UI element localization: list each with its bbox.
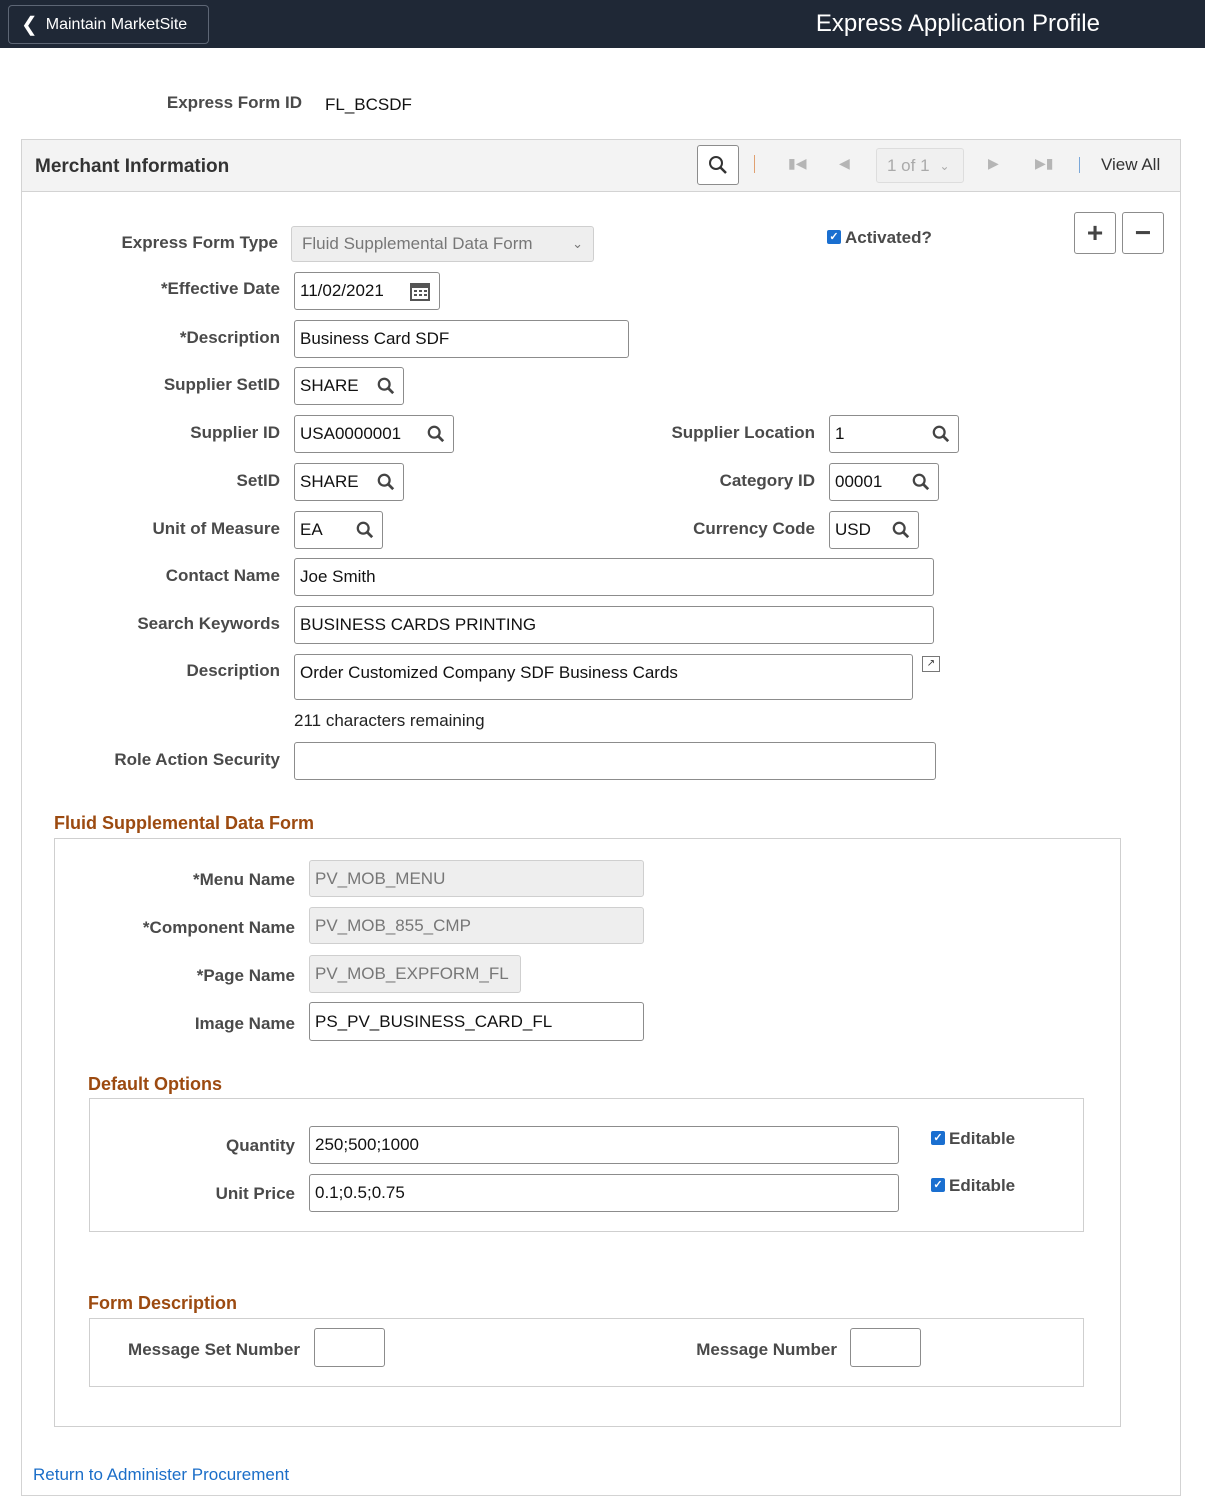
currency-input[interactable]: USD bbox=[829, 511, 919, 549]
back-button[interactable]: ❮ Maintain MarketSite bbox=[8, 5, 209, 44]
description-input[interactable]: Business Card SDF bbox=[294, 320, 629, 358]
long-description-textarea[interactable]: Order Customized Company SDF Business Cards bbox=[294, 654, 913, 700]
quantity-editable-checkbox[interactable]: ✓ bbox=[931, 1131, 945, 1145]
plus-icon: + bbox=[1086, 217, 1104, 248]
message-number-input[interactable] bbox=[850, 1328, 921, 1367]
form-id-label: Express Form ID bbox=[166, 93, 302, 112]
merchant-title: Merchant Information bbox=[35, 156, 230, 177]
chevron-down-icon: ⌄ bbox=[572, 236, 583, 251]
unit-price-label: Unit Price bbox=[215, 1184, 295, 1203]
category-id-input[interactable]: 00001 bbox=[829, 463, 939, 501]
form-id-value: FL_BCSDF bbox=[325, 95, 412, 114]
supplier-id-input[interactable]: USA0000001 bbox=[294, 415, 454, 453]
activated-label: Activated? bbox=[845, 228, 932, 247]
description-label: *Description bbox=[179, 328, 280, 347]
menu-name-input: PV_MOB_MENU bbox=[309, 860, 644, 897]
add-row-button[interactable] bbox=[1074, 212, 1116, 254]
quantity-input[interactable]: 250;500;1000 bbox=[309, 1126, 899, 1164]
effective-date-input[interactable]: 11/02/2021 bbox=[294, 272, 440, 310]
minus-icon: − bbox=[1134, 217, 1152, 248]
supplier-setid-label: Supplier SetID bbox=[163, 375, 280, 394]
search-icon[interactable] bbox=[356, 521, 374, 539]
unit-price-editable-checkbox[interactable]: ✓ bbox=[931, 1178, 945, 1192]
chars-remaining: 211 characters remaining bbox=[294, 711, 485, 730]
search-icon[interactable] bbox=[912, 473, 930, 491]
long-description-label: Description bbox=[186, 661, 280, 680]
find-button[interactable] bbox=[697, 145, 739, 185]
category-id-label: Category ID bbox=[719, 471, 815, 490]
image-name-label: Image Name bbox=[194, 1014, 295, 1033]
activated-checkbox[interactable]: ✓ bbox=[827, 230, 841, 244]
prev-icon[interactable]: ◀ bbox=[839, 155, 850, 171]
component-name-input: PV_MOB_855_CMP bbox=[309, 907, 644, 944]
expand-icon[interactable]: ↗ bbox=[922, 656, 940, 672]
message-set-input[interactable] bbox=[314, 1328, 385, 1367]
message-number-label: Message Number bbox=[696, 1340, 837, 1359]
keywords-label: Search Keywords bbox=[137, 614, 280, 633]
calendar-icon[interactable] bbox=[409, 280, 431, 302]
search-icon[interactable] bbox=[377, 377, 395, 395]
setid-input[interactable]: SHARE bbox=[294, 463, 404, 501]
image-name-input[interactable]: PS_PV_BUSINESS_CARD_FL bbox=[309, 1002, 644, 1041]
keywords-input[interactable]: BUSINESS CARDS PRINTING bbox=[294, 606, 934, 644]
first-icon[interactable]: ▮◀ bbox=[788, 155, 807, 171]
page-name-label: *Page Name bbox=[196, 966, 295, 985]
supplier-location-input[interactable]: 1 bbox=[829, 415, 959, 453]
uom-label: Unit of Measure bbox=[152, 519, 280, 538]
unit-price-editable-label: Editable bbox=[949, 1176, 1016, 1195]
row-select[interactable]: 1 of 1 ⌄ bbox=[876, 148, 964, 183]
form-description-title: Form Description bbox=[88, 1293, 238, 1313]
search-icon[interactable] bbox=[377, 473, 395, 491]
chevron-left-icon: ❮ bbox=[21, 14, 38, 36]
search-icon[interactable] bbox=[932, 425, 950, 443]
contact-label: Contact Name bbox=[165, 566, 280, 585]
setid-label: SetID bbox=[236, 471, 280, 490]
return-link[interactable]: Return to Administer Procurement bbox=[33, 1465, 290, 1484]
contact-input[interactable]: Joe Smith bbox=[294, 558, 934, 596]
default-options-title: Default Options bbox=[88, 1074, 222, 1094]
unit-price-input[interactable]: 0.1;0.5;0.75 bbox=[309, 1174, 899, 1212]
message-set-label: Message Set Number bbox=[128, 1340, 300, 1359]
form-type-select[interactable]: Fluid Supplemental Data Form ⌄ bbox=[291, 226, 594, 262]
supplier-setid-input[interactable]: SHARE bbox=[294, 367, 404, 405]
view-all-link[interactable]: View All bbox=[1101, 155, 1161, 174]
supplier-location-label: Supplier Location bbox=[671, 423, 815, 442]
currency-label: Currency Code bbox=[693, 519, 815, 538]
supplier-id-label: Supplier ID bbox=[190, 423, 280, 442]
component-name-label: *Component Name bbox=[142, 918, 295, 937]
chevron-down-icon: ⌄ bbox=[939, 158, 950, 173]
effective-date-label: *Effective Date bbox=[160, 279, 280, 298]
quantity-label: Quantity bbox=[226, 1136, 295, 1155]
role-label: Role Action Security bbox=[114, 750, 280, 769]
quantity-editable-label: Editable bbox=[949, 1129, 1016, 1148]
form-type-label: Express Form Type bbox=[121, 233, 278, 252]
search-icon[interactable] bbox=[427, 425, 445, 443]
divider bbox=[754, 155, 755, 173]
fluid-section-title: Fluid Supplemental Data Form bbox=[54, 813, 315, 833]
divider bbox=[1079, 157, 1080, 173]
search-icon[interactable] bbox=[892, 521, 910, 539]
page-title: Express Application Profile bbox=[815, 10, 1100, 37]
menu-name-label: *Menu Name bbox=[192, 870, 295, 889]
page-name-input: PV_MOB_EXPFORM_FL bbox=[309, 955, 521, 993]
next-icon[interactable]: ▶ bbox=[988, 155, 999, 171]
uom-input[interactable]: EA bbox=[294, 511, 383, 549]
last-icon[interactable]: ▶▮ bbox=[1035, 155, 1054, 171]
search-icon bbox=[708, 155, 728, 175]
role-input[interactable] bbox=[294, 742, 936, 780]
delete-row-button[interactable] bbox=[1122, 212, 1164, 254]
